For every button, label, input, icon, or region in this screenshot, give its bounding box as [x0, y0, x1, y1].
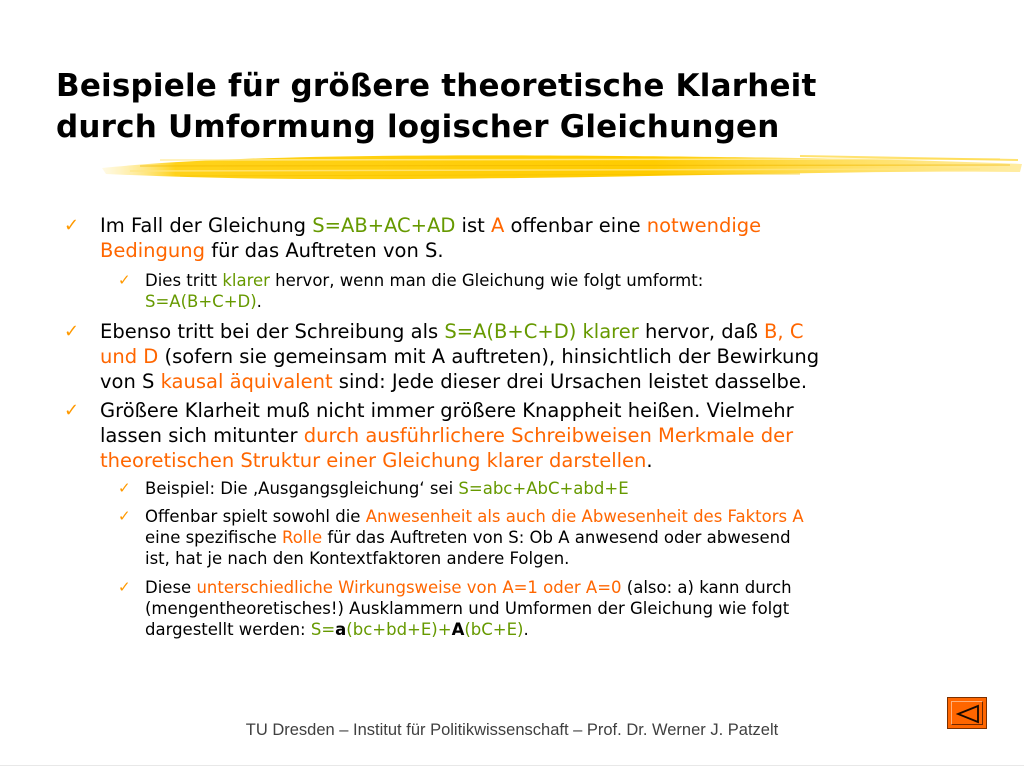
text-segment: (also: a) kann durch	[621, 578, 792, 597]
bullet-2-line-2	[100, 344, 819, 369]
highlight-text: theoretischen Struktur einer Gleichung klarer darstellen	[100, 449, 647, 472]
equation-bold-term: A	[451, 620, 465, 639]
bullet-3-line-2	[100, 423, 794, 448]
bullet-2-line-1	[100, 319, 819, 344]
highlight-text: Rolle	[281, 528, 323, 547]
sub-bullet-3-2-line-1	[145, 506, 804, 527]
sub-bullet-1-1-line-1	[145, 270, 703, 291]
bullet-item-3	[64, 398, 964, 476]
checkmark-icon: ✓	[64, 215, 80, 236]
equation-highlight: (bC+E)	[464, 620, 524, 639]
text-segment: Beispiel: Die ‚Ausgangsgleichung‘ sei	[145, 479, 459, 498]
equation-highlight: S=A(B+C+D) klarer	[444, 320, 639, 343]
text-segment: eine spezifische	[145, 528, 282, 547]
text-segment: ist	[455, 214, 491, 237]
checkmark-icon: ✓	[118, 578, 131, 596]
highlight-text: kausal äquivalent	[160, 370, 333, 393]
equation-highlight: S=A(B+C+D)	[145, 292, 257, 311]
highlight-text: klarer	[222, 271, 270, 290]
bullet-3-text	[100, 398, 794, 473]
equation-highlight: S=AB+AC+AD	[312, 214, 456, 237]
highlight-text: Bedingung	[100, 239, 206, 262]
highlight-text: B, C	[764, 320, 804, 343]
text-segment: hervor, daß	[638, 320, 765, 343]
bullet-item-2	[64, 319, 964, 397]
highlight-text: Anwesenheit als auch die Abwesenheit des Faktors A	[365, 507, 804, 526]
text-segment: Offenbar spielt sowohl die	[145, 507, 366, 526]
back-nav-button[interactable]	[947, 697, 987, 729]
sub-bullet-item-1-1	[118, 270, 978, 314]
sub-bullet-3-2-text	[145, 506, 804, 569]
bullet-item-1	[64, 213, 964, 265]
checkmark-icon: ✓	[118, 479, 131, 497]
sub-bullet-3-3-line-2: (mengentheoretisches!) Ausklammern und Umformen der Gleichung wie folgt	[145, 599, 790, 618]
text-segment: lassen sich mitunter	[100, 424, 304, 447]
text-segment: sind: Jede dieser drei Ursachen leistet dasselbe.	[332, 370, 808, 393]
text-segment: dargestellt werden:	[145, 620, 311, 639]
bullet-1-line-2	[100, 238, 761, 263]
bullet-1-text	[100, 213, 761, 263]
title-line-1: Beispiele für größere theoretische Klarheit	[56, 68, 817, 104]
checkmark-icon: ✓	[64, 400, 80, 421]
title-line-2: durch Umformung logischer Gleichungen	[56, 109, 780, 145]
sub-bullet-3-3-line-3	[145, 619, 792, 640]
text-segment: Ebenso tritt bei der Schreibung als	[100, 320, 445, 343]
text-segment: .	[523, 620, 529, 639]
text-segment: Dies tritt	[145, 271, 223, 290]
highlight-text: unterschiedliche Wirkungsweise von A=1 oder A=0	[196, 578, 622, 597]
bullet-2-text	[100, 319, 819, 394]
bottom-divider	[0, 765, 1024, 766]
bullet-2-line-3	[100, 369, 819, 394]
highlight-text: notwendige	[646, 214, 762, 237]
sub-bullet-3-1-text	[145, 478, 629, 499]
checkmark-icon: ✓	[118, 507, 131, 525]
equation-highlight: S=	[310, 620, 336, 639]
sub-bullet-3-3-text	[145, 577, 792, 640]
sub-bullet-1-1-line-2	[145, 291, 703, 312]
brush-stroke-divider	[100, 150, 1024, 186]
text-segment: offenbar eine	[504, 214, 647, 237]
highlight-text: durch ausführlichere Schreibweisen Merkmale der	[303, 424, 794, 447]
sub-bullet-item-3-1	[118, 478, 978, 500]
slide-title	[56, 66, 956, 148]
footer	[0, 721, 1024, 740]
sub-bullet-3-2-line-2	[145, 527, 804, 548]
text-segment: für das Auftreten von S.	[205, 239, 444, 262]
text-segment: von S	[100, 370, 161, 393]
back-triangle-icon	[956, 704, 980, 724]
text-segment: hervor, wenn man die Gleichung wie folgt umformt:	[269, 271, 704, 290]
text-segment: Im Fall der Gleichung	[100, 214, 313, 237]
checkmark-icon: ✓	[118, 271, 131, 289]
text-segment: (sofern sie gemeinsam mit A auftreten), hinsichtlich der Bewirkung	[158, 345, 820, 368]
sub-bullet-item-3-2	[118, 506, 978, 572]
text-segment: für das Auftreten von S: Ob A anwesend oder abwesend	[322, 528, 791, 547]
sub-bullet-3-3-line-1	[145, 577, 792, 598]
text-segment: .	[646, 449, 653, 472]
bullet-1-line-1	[100, 213, 761, 238]
text-segment: .	[256, 292, 262, 311]
equation-highlight: S=abc+AbC+abd+E	[458, 479, 629, 498]
sub-bullet-1-1-text	[145, 270, 703, 312]
sub-bullet-item-3-3	[118, 577, 978, 643]
highlight-text: und D	[100, 345, 159, 368]
checkmark-icon: ✓	[64, 321, 80, 342]
equation-bold-term: a	[335, 620, 347, 639]
footer-text: TU Dresden – Institut für Politikwissenschaft – Prof. Dr. Werner J. Patzelt	[245, 721, 779, 739]
text-segment: Diese	[145, 578, 197, 597]
equation-highlight: (bc+bd+E)+	[346, 620, 452, 639]
bullet-3-line-1: Größere Klarheit muß nicht immer größere Knappheit heißen. Vielmehr	[100, 399, 794, 422]
sub-bullet-3-2-line-3: ist, hat je nach den Kontextfaktoren andere Folgen.	[145, 549, 570, 568]
highlight-text: A	[490, 214, 505, 237]
sub-bullet-3-1-line-1	[145, 478, 629, 499]
bullet-3-line-3	[100, 448, 794, 473]
